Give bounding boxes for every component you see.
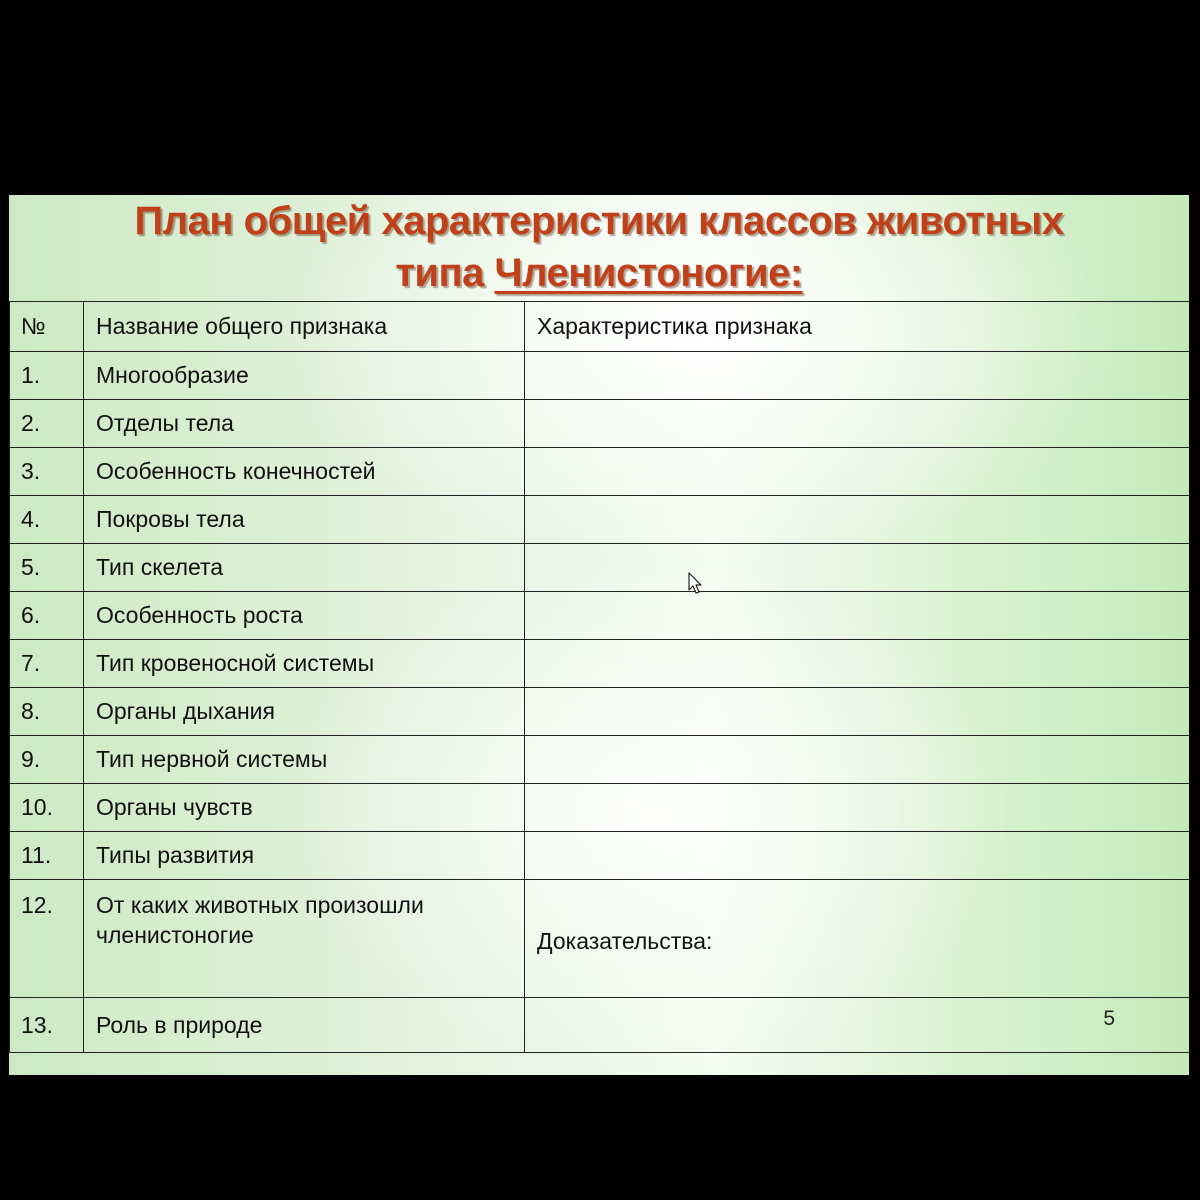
table-header-row — [10, 302, 1190, 352]
table-row — [10, 998, 1190, 1053]
row-number: 1. — [10, 352, 84, 400]
table-row — [10, 400, 1190, 448]
row-feature-name: Типы развития — [84, 832, 525, 880]
row-feature-value — [525, 736, 1190, 784]
table-row — [10, 736, 1190, 784]
header-feature-name: Название общего признака — [84, 302, 525, 352]
row-feature-name: Тип скелета — [84, 544, 525, 592]
row-feature-value — [525, 544, 1190, 592]
table-row — [10, 880, 1190, 998]
mouse-pointer-icon — [688, 572, 704, 596]
title-line-1: План общей характеристики классов животных — [134, 199, 1064, 243]
row-feature-name: Отделы тела — [84, 400, 525, 448]
row-feature-name: Многообразие — [84, 352, 525, 400]
row-feature-name: От каких животных произошли членистоногие — [84, 880, 525, 998]
row-number: 3. — [10, 448, 84, 496]
row-feature-name: Тип нервной системы — [84, 736, 525, 784]
row-feature-name: Покровы тела — [84, 496, 525, 544]
table-row — [10, 640, 1190, 688]
header-number: № — [10, 302, 84, 352]
slide — [9, 195, 1189, 1075]
row-feature-name: Роль в природе — [84, 998, 525, 1053]
row-feature-value — [525, 496, 1190, 544]
page-number: 5 — [1103, 1007, 1115, 1030]
row-feature-name: Тип кровеносной системы — [84, 640, 525, 688]
title-underlined-word: Членистоногие: — [494, 251, 803, 295]
row-number: 9. — [10, 736, 84, 784]
row-feature-name: Особенность конечностей — [84, 448, 525, 496]
row-feature-value — [525, 832, 1190, 880]
row-feature-value — [525, 352, 1190, 400]
row-number: 10. — [10, 784, 84, 832]
table-row — [10, 592, 1190, 640]
slide-title — [9, 195, 1189, 299]
row-feature-value — [525, 448, 1190, 496]
table-row — [10, 448, 1190, 496]
table-row — [10, 496, 1190, 544]
title-line-2-prefix: типа — [395, 251, 495, 295]
row-feature-value — [525, 784, 1190, 832]
table-row — [10, 784, 1190, 832]
row-feature-value — [525, 998, 1190, 1053]
row-number: 13. — [10, 998, 84, 1053]
row-number: 8. — [10, 688, 84, 736]
table-row — [10, 544, 1190, 592]
row-number: 11. — [10, 832, 84, 880]
row-number: 2. — [10, 400, 84, 448]
row-number: 12. — [10, 880, 84, 998]
characteristics-table — [9, 301, 1189, 1053]
row-number: 7. — [10, 640, 84, 688]
row-feature-name: Органы дыхания — [84, 688, 525, 736]
row-feature-value — [525, 400, 1190, 448]
row-feature-value: Доказательства: — [525, 880, 1190, 998]
row-feature-name: Особенность роста — [84, 592, 525, 640]
row-feature-value — [525, 640, 1190, 688]
row-number: 4. — [10, 496, 84, 544]
table-row — [10, 352, 1190, 400]
row-number: 6. — [10, 592, 84, 640]
row-number: 5. — [10, 544, 84, 592]
table-row — [10, 832, 1190, 880]
row-feature-value — [525, 592, 1190, 640]
header-feature-characteristic: Характеристика признака — [525, 302, 1190, 352]
row-feature-value — [525, 688, 1190, 736]
table-row — [10, 688, 1190, 736]
row-feature-name: Органы чувств — [84, 784, 525, 832]
title-line-2 — [9, 247, 1189, 299]
